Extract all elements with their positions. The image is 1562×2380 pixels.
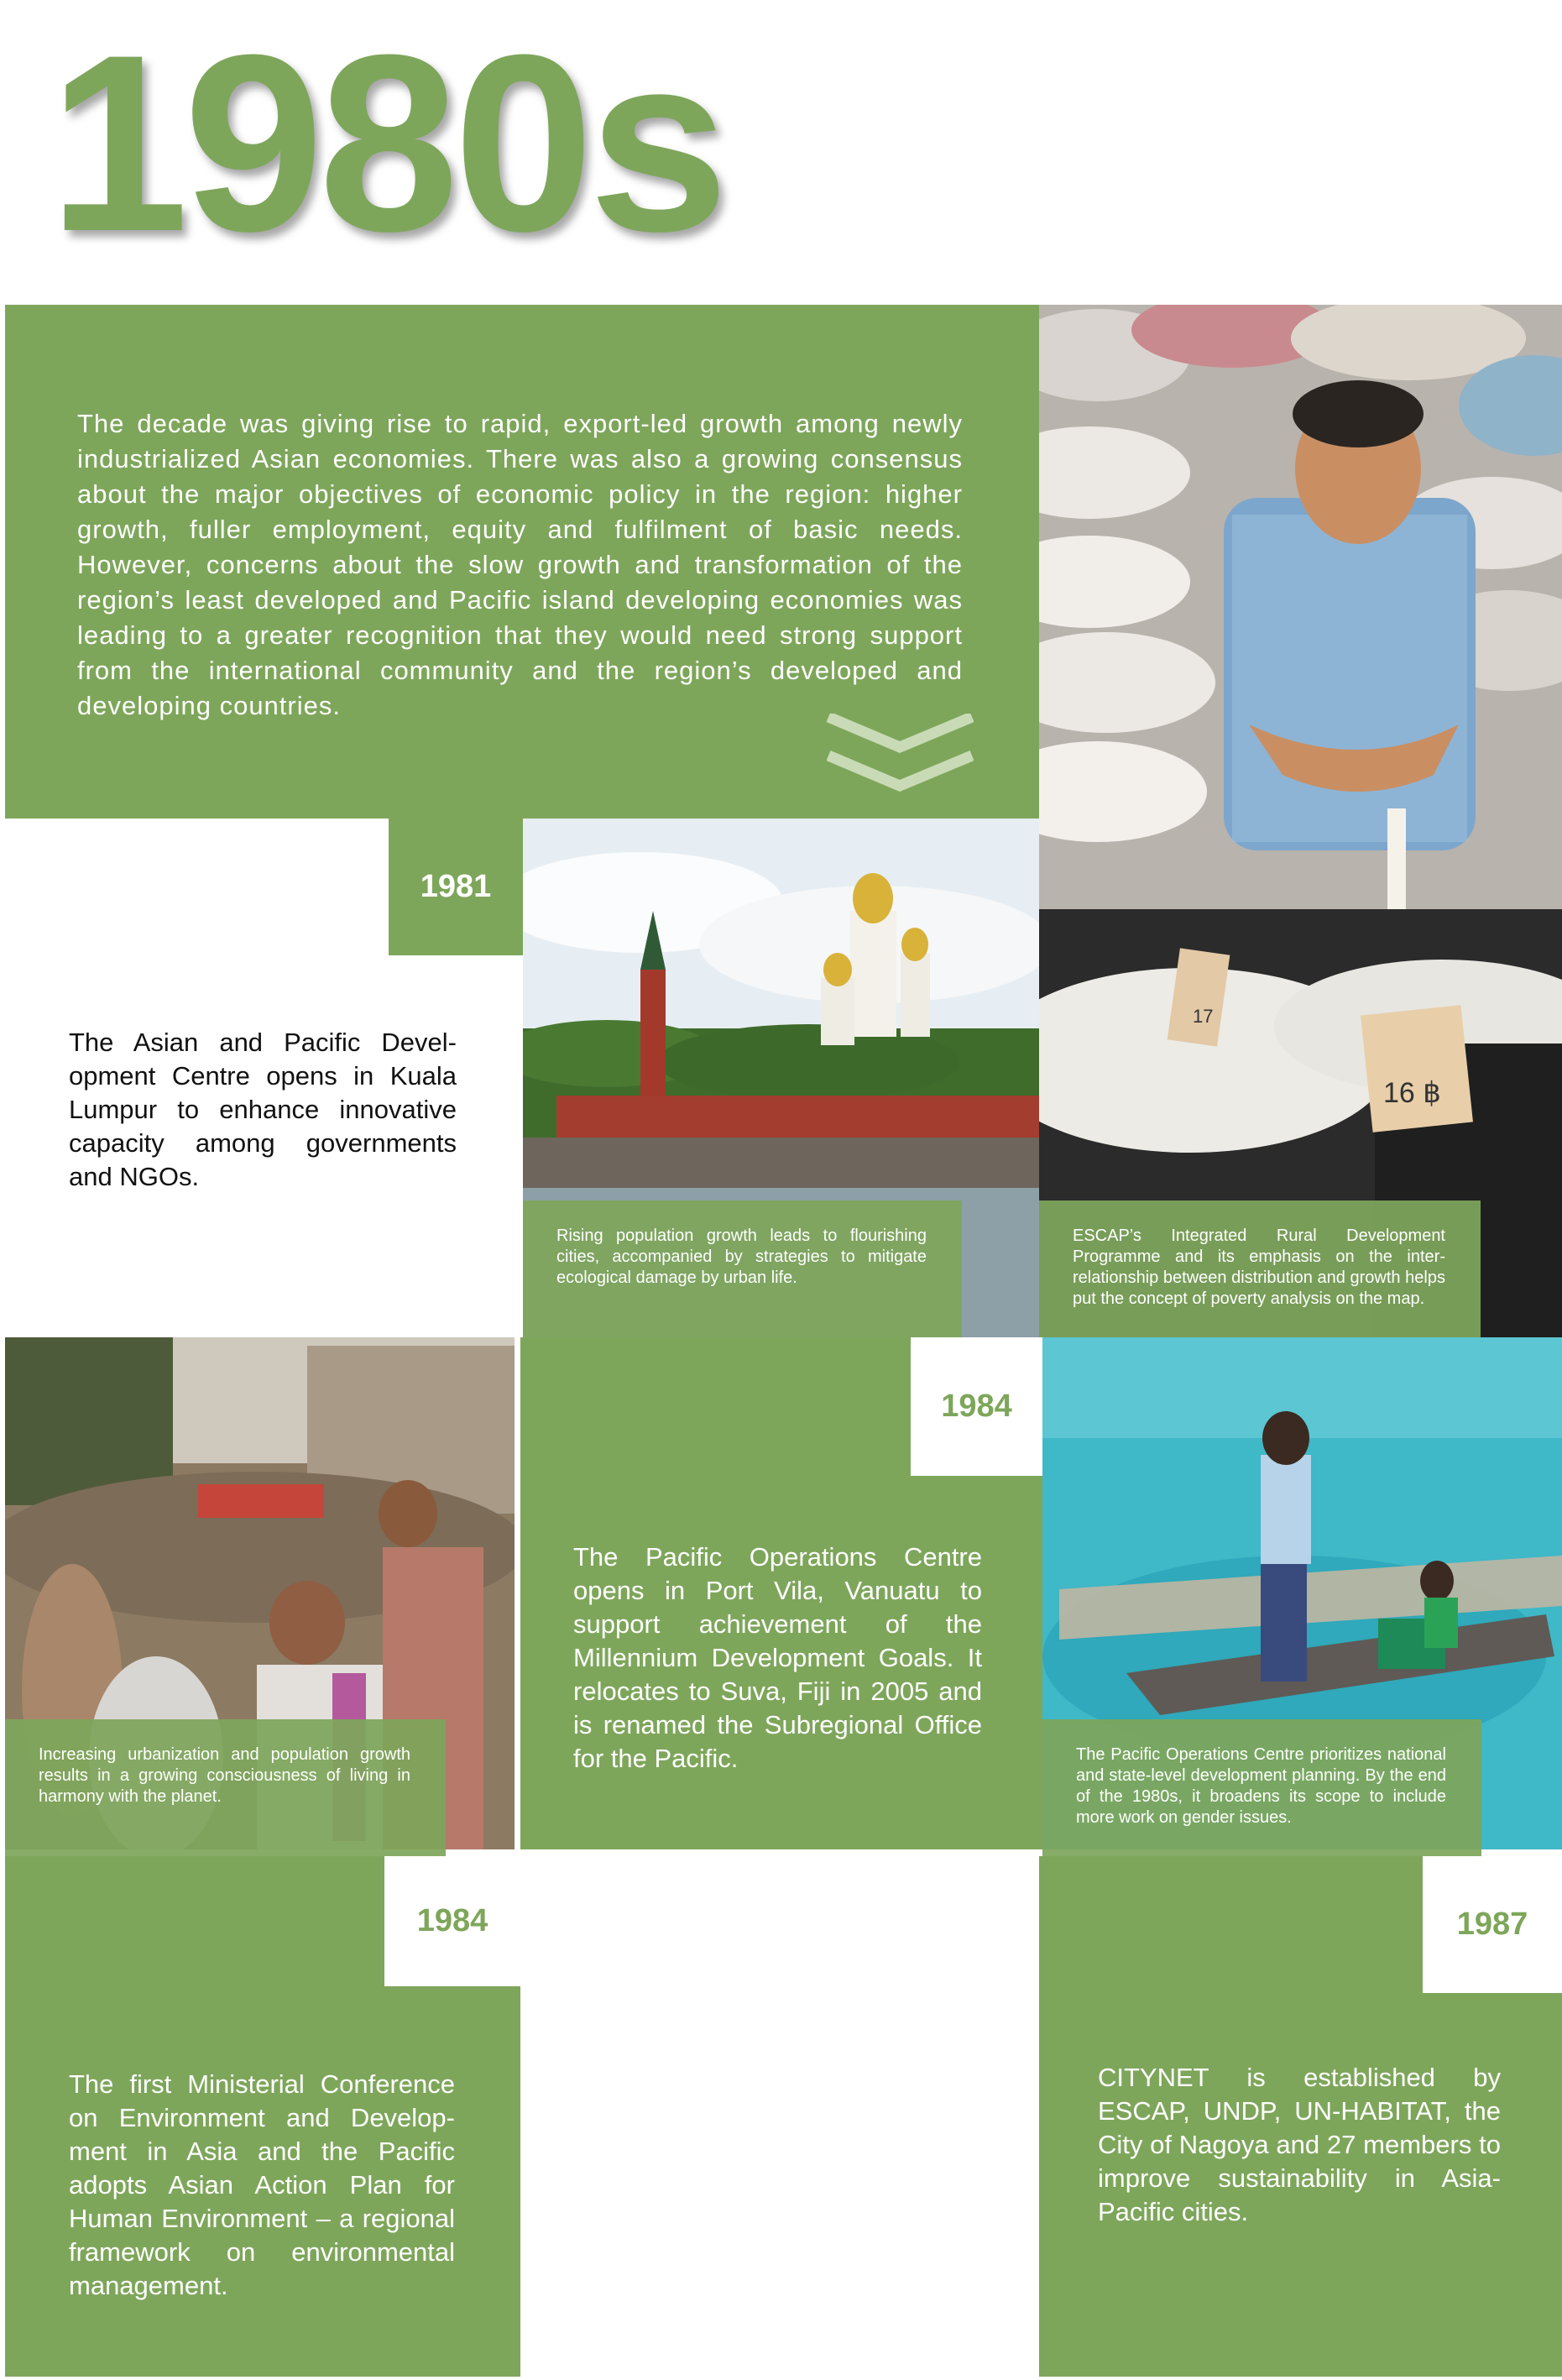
entry-1981-text: The Asian and Pacific Devel-opment Centre opens in Kuala Lumpur to enhance innovative capacity among governments and NGOs. [69, 1028, 457, 1191]
kremlin-photo-caption: Rising population growth leads to flourishing cities, accompanied by strategies to mitigate ecological damage by urban life. [523, 1200, 962, 1337]
intro-text: The decade was giving rise to rapid, export-led growth among newly industrialized Asian economies. There was also a growing consensus about the major objectives of economic policy in the region: higher growth, fuller employment, equity and fulfilment of basic needs. However, concerns about the slow growth and transformation of the region’s least developed and Pacific island developing economies was leading to a greater recognition that they would need strong support from the international community and the region’s developed and developing countries. [77, 409, 963, 720]
chevron-down-icon [827, 714, 974, 798]
rice-photo-caption: ESCAP’s Integrated Rural Development Programme and its emphasis on the inter-relationship between distribution and growth helps put the concept of poverty analysis on the map. [1039, 1200, 1481, 1337]
boat-photo-caption: The Pacific Operations Centre prioritizes national and state-level development planning. By the end of the 1980s, it broadens its scope to include more work on gender issues. [1042, 1719, 1481, 1856]
entry-1987-text: CITYNET is established by ESCAP, UNDP, UN-HABITAT, the City of Nagoya and 27 members to improve sustainability in Asia-Pacific cities. [1098, 2063, 1501, 2226]
price-tag-17: 17 [1193, 1006, 1214, 1027]
year-1984-second: 1984 [384, 1856, 520, 1986]
entry-1984-pacific-text: The Pacific Operations Centre opens in Port Vila, Vanuatu to support achievement of the Millennium Development Goals. It relocates to Suva, Fiji in 2005 and is renamed the Subregional Office for the Pacific. [573, 1542, 982, 1773]
crowd-photo-caption: Increasing urbanization and population growth results in a growing consciousness of living in harmony with the planet. [5, 1719, 446, 1856]
year-1984-first: 1984 [911, 1337, 1042, 1476]
rice-seller-photo [1039, 305, 1562, 1337]
year-1981: 1981 [389, 819, 523, 955]
year-1987: 1987 [1423, 1856, 1562, 1993]
page-title: 1980s [49, 2, 724, 284]
entry-1984-environment-text: The first Ministerial Conference on Environment and Develop-ment in Asia and the Pacific adopts Asian Action Plan for Human Environment – a regional framework on environmental management. [69, 2069, 455, 2300]
price-tag-16: 16 ฿ [1383, 1077, 1441, 1109]
